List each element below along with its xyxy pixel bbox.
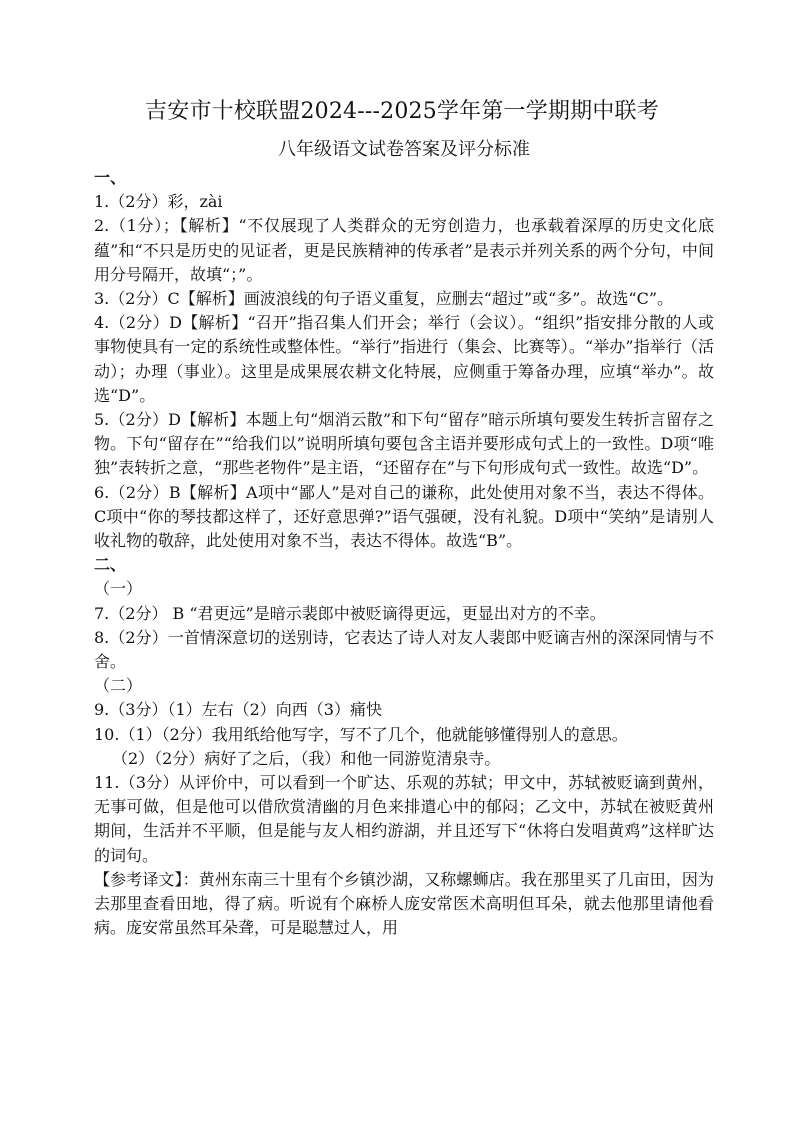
- answer-q10-part2: （2）（2分）病好了之后，（我）和他一同游览清泉寺。: [112, 748, 501, 768]
- answer-q5: 5.（2分）D【解析】本题上句“烟消云散”和下句“留存”暗示所填句要发生转折言留存之物。下句“留存在”“给我们以”说明所填句要包含主语并要形成句式上的一致性。D项“唯独”表转折之意，“那些老物件”是主语，“还留存在”与下句形成句式一致性。故选“D”。: [94, 410, 714, 478]
- answer-q7: 7.（2分） B “君更远”是暗示裴郎中被贬谪得更远，更显出对方的不幸。: [94, 603, 606, 623]
- answer-q2: 2.（1分）；【解析】“不仅展现了人类群众的无穷创造力，也承载着深厚的历史文化底蕴”和“不只是历史的见证者，更是民族精神的传承者”是表示并列关系的两个分句，中间用分号隔开，故填“；”。: [94, 216, 714, 284]
- section-heading-1: 一、: [94, 168, 127, 187]
- subsection-heading-1: （一）: [94, 579, 143, 599]
- subsection-heading-2: （二）: [94, 676, 143, 696]
- reference-translation: 【参考译文】：黄州东南三十里有个乡镇沙湖，又称螺蛳店。我在那里买了几亩田，因为去那里查看田地，得了病。听说有个麻桥人庞安常医术高明但耳朵，就去他那里请他看病。庞安常虽然耳朵聋，可是聪慧过人，用: [94, 869, 714, 938]
- answer-q1: 1.（2分）彩，zài: [94, 192, 223, 212]
- answer-q10-part1: 10.（1）（2分）我用纸给他写字，写不了几个，他就能够懂得别人的意思。: [94, 724, 628, 744]
- answer-q11: 11.（3分）从评价中，可以看到一个旷达、乐观的苏轼；甲文中，苏轼被贬谪到黄州，无事可做，但是他可以借欣赏清幽的月色来排遣心中的郁闷；乙文中，苏轼在被贬黄州期间，生活并不平顺，但是能与友人相约游湖，并且还写下“休将白发唱黄鸡”这样旷达的词句。: [94, 773, 714, 865]
- answer-q4: 4.（2分）D【解析】“召开”指召集人们开会；举行（会议）。“组织”指安排分散的人或事物使具有一定的系统性或整体性。“举行”指进行（集会、比赛等）。“举办”指举行（活动）；办理（事业）。这里是成果展农耕文化特展，应侧重于筹备办理，应填“举办”。故选“D”。: [94, 313, 714, 405]
- answer-q3: 3.（2分）C【解析】画波浪线的句子语义重复，应删去“超过”或“多”。故选“C”。: [94, 289, 674, 309]
- page-title: 吉安市十校联盟2024---2025学年第一学期期中联考: [145, 99, 659, 124]
- section-heading-2: 二、: [94, 555, 127, 575]
- answer-q8: 8.（2分）一首情深意切的送别诗，它表达了诗人对友人裴郎中贬谪吉州的深深同情与不舍。: [94, 627, 714, 672]
- page-subtitle: 八年级语文试卷答案及评分标准: [278, 139, 530, 160]
- answer-q9: 9.（3分）（1）左右（2）向西（3）痛快: [94, 700, 382, 720]
- document-page: [94, 96, 714, 941]
- answer-q6: 6.（2分）B【解析】A项中“鄙人”是对自己的谦称，此处使用对象不当，表达不得体。C项中“你的琴技都这样了，还好意思弹?”语气强硬，没有礼貌。D项中“笑纳”是请别人收礼物的敬辞，此处使用对象不当，表达不得体。故选“B”。: [94, 482, 714, 551]
- answer-body: [94, 166, 714, 941]
